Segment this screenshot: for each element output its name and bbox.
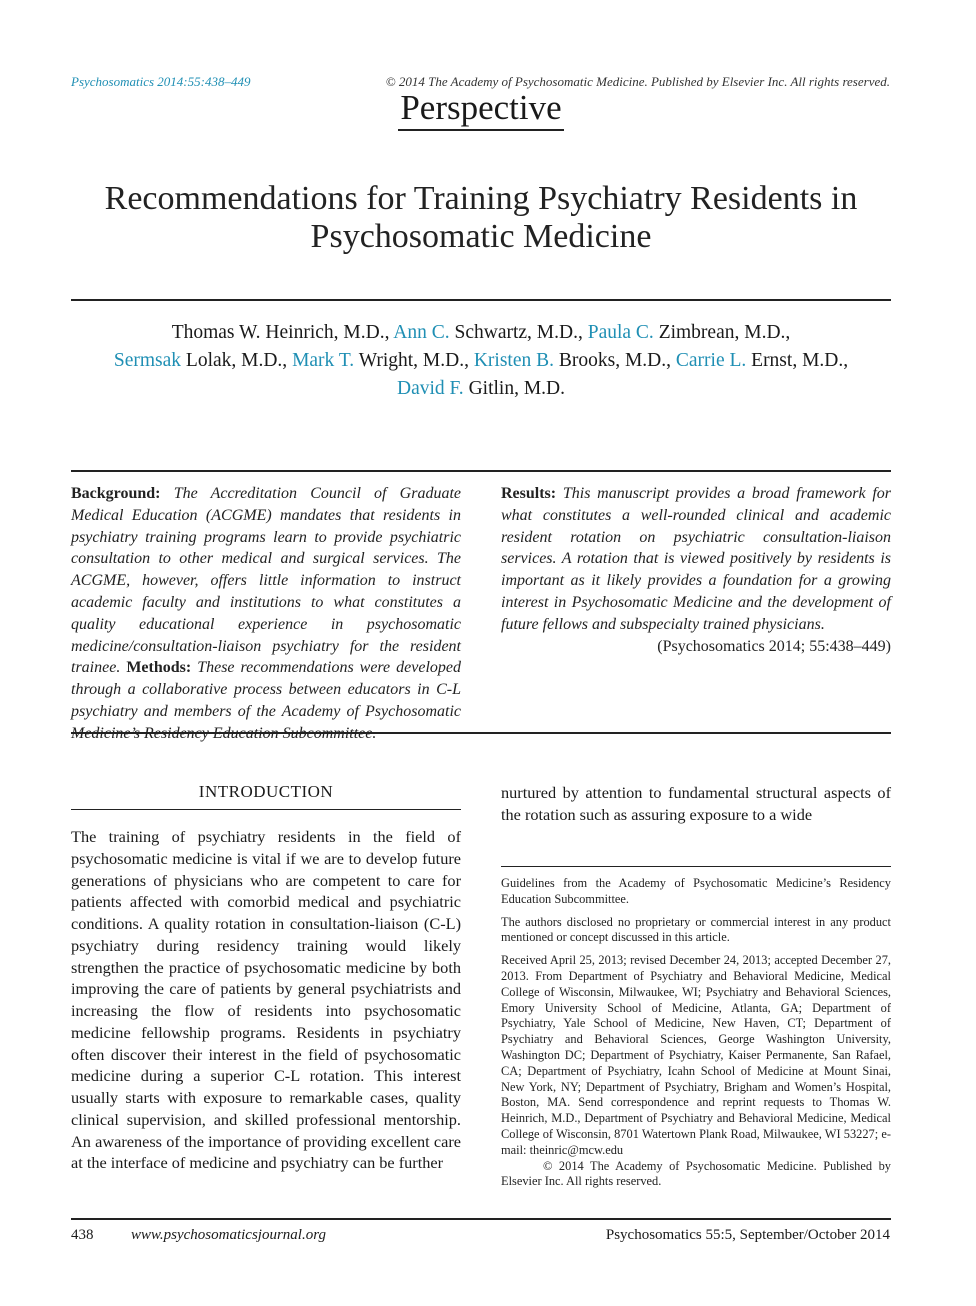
- author-list: [60, 319, 902, 403]
- abstract-background-text: The Accreditation Council of Graduate Medical Education (ACGME) mandates that residents in psychiatry training programs learn to provide psychiatric consultation to other medical and surgical services. The ACGME, however, offers little information to instruct academic faculty and institutions to what constitutes a quality educational experience in psychosomatic medicine/consultation-liaison psychiatry for the resident trainee.: [71, 485, 462, 677]
- issue-info: Psychosomatics 55:5, September/October 2014: [605, 1227, 890, 1243]
- abstract-methods-label: Methods:: [126, 659, 192, 677]
- footnote-received: Received April 25, 2013; revised December 24, 2013; accepted December 27, 2013. From Department of Psychiatry and Behavioral Medicine, Medical College of Wisconsin, Milwaukee, WI; Psychiatry and Behavioral Sciences, Emory University School of Medicine, Atlanta, GA; Department of Psychiatry, Yale School of Medicine, New Haven, CT; Department of Psychiatry and Behavioral Sciences, George Washington University, Washington DC; Department of Psychiatry, Kaiser Permanente, San Rafael, CA; Department of Psychiatry, Icahn School of Medicine at Mount Sinai, New York, NY; Department of Psychiatry, Brigham and Women’s Hospital, Boston, MA. Send correspondence and reprint requests to Thomas W. Heinrich, M.D., Department of Psychiatry and Behavioral Medicine, Medical College of Wisconsin, 8701 Watertown Plank Road, Milwaukee, WI 53227; e-mail: theinric@mcw.edu: [501, 953, 891, 1157]
- author-last-name: Heinrich, M.D.,: [265, 322, 390, 343]
- author-last-name: Gitlin, M.D.: [468, 378, 565, 399]
- section-label: [0, 88, 962, 128]
- footnote-guidelines: Guidelines from the Academy of Psychosomatic Medicine’s Residency Education Subcommittee.: [501, 876, 891, 906]
- title-divider: [71, 299, 891, 301]
- author-link[interactable]: Mark T.: [292, 350, 355, 371]
- author-last-name: Ernst, M.D.,: [751, 350, 849, 371]
- author-link[interactable]: Sermsak: [113, 350, 182, 371]
- abstract-results-label: Results:: [501, 485, 557, 502]
- footer-divider: [71, 1218, 891, 1220]
- footnote-copyright: © 2014 The Academy of Psychosomatic Medicine. Published by Elsevier Inc. All rights reserved.: [501, 1158, 891, 1189]
- abstract-left-column: [71, 483, 461, 745]
- footnote-divider: [501, 866, 891, 867]
- abstract-citation: (Psychosomatics 2014; 55:438–449): [657, 637, 891, 655]
- journal-reference: Psychosomatics 2014:55:438–449: [71, 74, 251, 89]
- abstract-background-label: Background:: [71, 485, 161, 502]
- abstract-right-column: [501, 483, 891, 657]
- author-link[interactable]: Kristen B.: [473, 350, 554, 371]
- article-title: Recommendations for Training Psychiatry Residents in Psychosomatic Medicine: [104, 180, 858, 255]
- footnote-disclosure: The authors disclosed no proprietary or commercial interest in any product mentioned or concept discussed in this article.: [501, 914, 891, 945]
- abstract-methods-text: These recommendations were developed through a collaborative process between educators in C-L psychiatry and members of the Academy of Psychosomatic: [71, 659, 461, 720]
- author-link[interactable]: David F.: [396, 378, 464, 399]
- abstract-top-divider: [71, 470, 891, 472]
- author-link[interactable]: Ann C.: [393, 322, 450, 343]
- author-last-name: Zimbrean, M.D.,: [658, 322, 791, 343]
- author-last-name: Lolak, M.D.,: [185, 350, 288, 371]
- footnotes: [501, 876, 891, 1197]
- author-last-name: Brooks, M.D.,: [558, 350, 672, 371]
- journal-url-link[interactable]: www.psychosomaticsjournal.org: [131, 1227, 327, 1243]
- section-label-text: Perspective: [398, 88, 563, 131]
- introduction-heading: INTRODUCTION: [198, 782, 334, 801]
- author-last-name: Wright, M.D.,: [358, 350, 469, 371]
- author-first-name: Thomas W.: [171, 322, 261, 343]
- header-copyright: © 2014 The Academy of Psychosomatic Medicine. Published by Elsevier Inc. All rights reserved.: [385, 74, 890, 89]
- introduction-text-left: The training of psychiatry residents in the field of psychosomatic medicine is vital if we are to develop future generations of physicians who are competent to care for patients affected with comorbid medical and psychiatric conditions. A quality rotation in consultation-liaison (C-L) psychiatry during residency training would likely strengthen the practice of psychosomatic medicine by both improving the care of patients by general psychiatrists and increasing the flow of residents into psychosomatic medicine fellowship programs. Residents in psychiatry often discover their interest in the field of psychosomatic medicine during a superior C-L rotation. This interest usually starts with exposure to remarkable cases, quality clinical supervision, and skilled professional mentorship. An awareness of the importance of providing excellent care at the interface of medicine and psychiatry can be further: [71, 827, 461, 1173]
- author-link[interactable]: Paula C.: [587, 322, 654, 343]
- introduction-heading-rule: [71, 809, 461, 810]
- abstract-results-text: This manuscript provides a broad framework for what constitutes a well-rounded clinical and academic resident rotation on psychiatric consultation-liaison services. A rotation that is viewed positively by residents is important as it likely provides a foundation for a growing interest in Psychosomatic Medicine and the development of future fellows and subspecialty trained physicians.: [501, 485, 892, 633]
- page-number: 438: [71, 1227, 94, 1243]
- author-last-name: Schwartz, M.D.,: [454, 322, 583, 343]
- author-link[interactable]: Carrie L.: [675, 350, 747, 371]
- introduction-text-right: nurtured by attention to fundamental structural aspects of the rotation such as assuring exposure to a wide: [501, 783, 891, 824]
- abstract-bottom-divider: [71, 732, 891, 734]
